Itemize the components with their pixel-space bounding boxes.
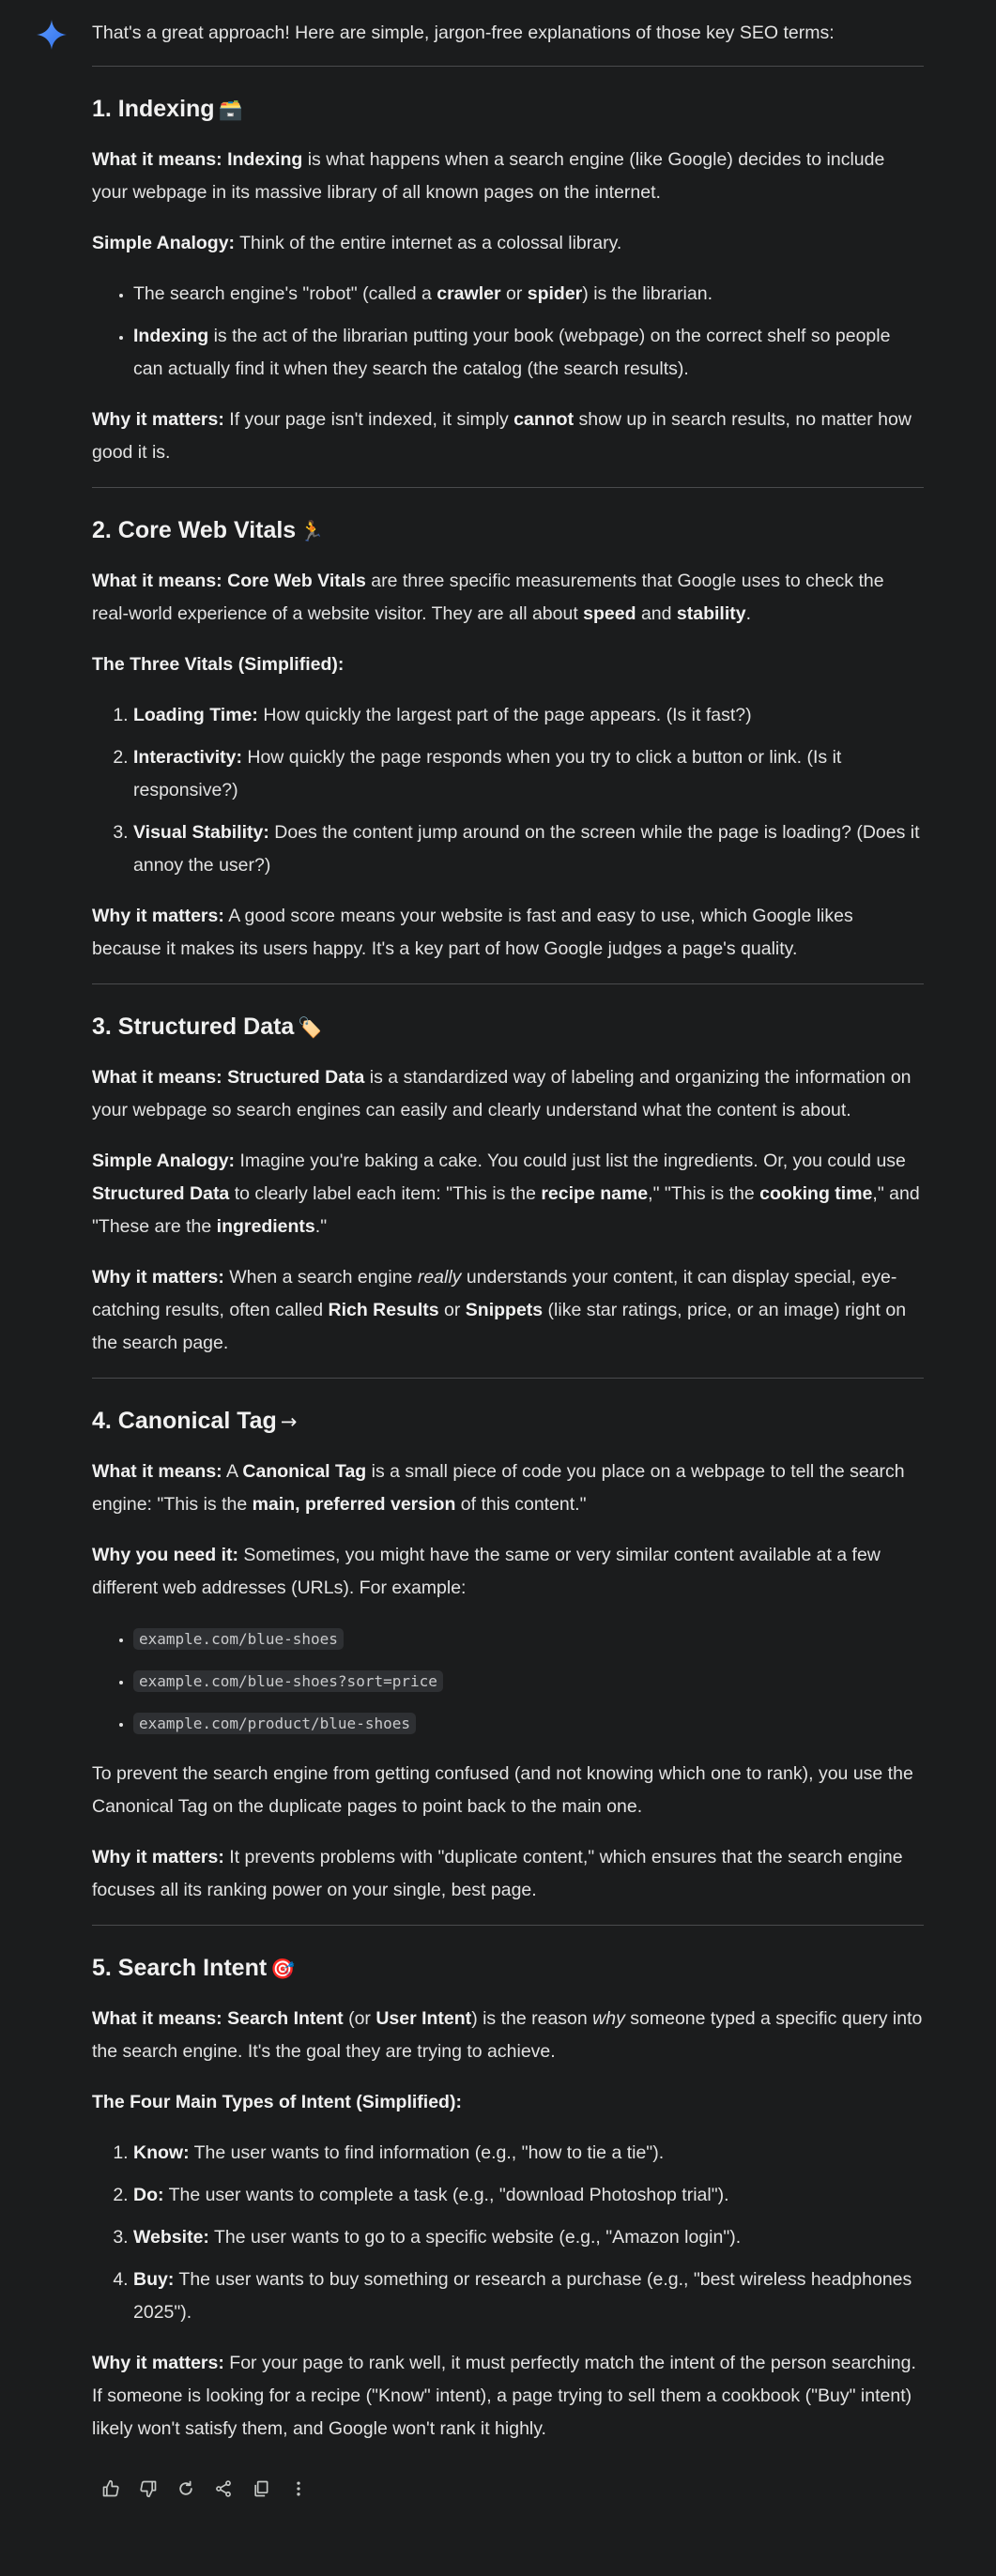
divider xyxy=(92,1925,924,1926)
copy-button[interactable] xyxy=(242,2470,280,2507)
target-icon: 🎯 xyxy=(270,1958,296,1980)
section-title: 3. Structured Data 🏷️ xyxy=(92,1014,323,1040)
gemini-sparkle-icon xyxy=(36,19,68,51)
copy-icon xyxy=(252,2479,270,2498)
list-item xyxy=(133,1707,924,1740)
right-arrow-icon: → xyxy=(280,1410,298,1433)
simple-analogy: Simple Analogy: Think of the entire internet as a colossal library. xyxy=(92,233,622,253)
more-vert-icon xyxy=(289,2479,308,2498)
what-it-means: What it means: Search Intent (or User Intent) is the reason why someone typed a specific query into the search engine. It's the goal they are trying to achieve. xyxy=(92,2008,923,2062)
response-actions xyxy=(92,2470,924,2507)
why-it-matters: Why it matters: A good score means your website is fast and easy to use, which Google likes because it makes its users happy. It's a key part of how Google judges a page's quality. xyxy=(92,906,853,959)
url-code: example.com/product/blue-shoes xyxy=(133,1713,416,1734)
why-it-matters: Why it matters: It prevents problems with "duplicate content," which ensures that the search engine focuses all its ranking power on your single, best page. xyxy=(92,1847,903,1900)
divider xyxy=(92,487,924,488)
section-title: 4. Canonical Tag → xyxy=(92,1408,298,1434)
list-item xyxy=(133,1623,924,1655)
section-search-intent xyxy=(92,1952,924,2446)
list-item: 1. Know: The user wants to find information (e.g., "how to tie a tie"). xyxy=(133,2137,924,2170)
thumbs-up-button[interactable] xyxy=(92,2470,130,2507)
divider xyxy=(92,983,924,984)
section-title: 5. Search Intent 🎯 xyxy=(92,1955,296,1981)
thumbs-up-icon xyxy=(101,2479,120,2498)
section-title: 1. Indexing 🗃️ xyxy=(92,96,243,122)
vitals-list xyxy=(92,699,924,882)
analogy-list xyxy=(92,278,924,386)
intro-text: That's a great approach! Here are simple, jargon-free explanations of those key SEO terms: xyxy=(92,23,835,43)
assistant-response xyxy=(92,17,924,2507)
list-title: The Four Main Types of Intent (Simplified): xyxy=(92,2092,462,2112)
file-cabinet-icon: 🗃️ xyxy=(218,99,243,121)
url-list xyxy=(92,1623,924,1740)
section-structured-data xyxy=(92,1011,924,1360)
list-item: • The search engine's "robot" (called a crawler or spider) is the librarian. xyxy=(133,278,924,311)
section-title: 2. Core Web Vitals 🏃 xyxy=(92,517,325,543)
prevent-text: To prevent the search engine from getting confused (and not knowing which one to rank), you use the Canonical Tag on the duplicate pages to point back to the main one. xyxy=(92,1763,913,1817)
thumbs-down-button[interactable] xyxy=(130,2470,167,2507)
refresh-icon xyxy=(176,2479,195,2498)
list-item xyxy=(133,1665,924,1698)
thumbs-down-icon xyxy=(139,2479,158,2498)
more-options-button[interactable] xyxy=(280,2470,317,2507)
what-it-means: What it means: Indexing is what happens when a search engine (like Google) decides to include your webpage in its massive library of all known pages on the internet. xyxy=(92,149,885,203)
list-item: 2. Do: The user wants to complete a task (e.g., "download Photoshop trial"). xyxy=(133,2179,924,2212)
simple-analogy: Simple Analogy: Imagine you're baking a cake. You could just list the ingredients. Or, you could use Structured Data to clearly label each item: "This is the recipe name," "This is the cooking time," and "These are the ingredients." xyxy=(92,1151,920,1237)
share-button[interactable] xyxy=(205,2470,242,2507)
section-core-web-vitals xyxy=(92,514,924,966)
list-item: 4. Buy: The user wants to buy something or research a purchase (e.g., "best wireless headphones 2025"). xyxy=(133,2264,924,2329)
why-it-matters: Why it matters: When a search engine really understands your content, it can display special, eye-catching results, often called Rich Results or Snippets (like star ratings, price, or an image) right on the search page. xyxy=(92,1267,907,1353)
section-indexing xyxy=(92,93,924,469)
url-code: example.com/blue-shoes xyxy=(133,1628,344,1650)
list-item: 1. Loading Time: How quickly the largest part of the page appears. (Is it fast?) xyxy=(133,699,924,732)
label-tag-icon: 🏷️ xyxy=(298,1016,323,1039)
what-it-means: What it means: A Canonical Tag is a small piece of code you place on a webpage to tell the search engine: "This is the main, preferred version of this content." xyxy=(92,1461,905,1515)
what-it-means: What it means: Core Web Vitals are three specific measurements that Google uses to check the real-world experience of a website visitor. They are all about speed and stability. xyxy=(92,571,884,624)
why-it-matters: Why it matters: For your page to rank well, it must perfectly match the intent of the person searching. If someone is looking for a recipe ("Know" intent), a page trying to sell them a cookbook ("Buy" intent) likely won't satisfy them, and Google won't rank it highly. xyxy=(92,2353,916,2439)
list-item: 3. Visual Stability: Does the content jump around on the screen while the page is loading? (Does it annoy the user?) xyxy=(133,816,924,882)
list-item: 3. Website: The user wants to go to a specific website (e.g., "Amazon login"). xyxy=(133,2221,924,2254)
list-item: 2. Interactivity: How quickly the page responds when you try to click a button or link. (Is it responsive?) xyxy=(133,741,924,807)
list-title: The Three Vitals (Simplified): xyxy=(92,654,345,675)
section-canonical-tag xyxy=(92,1405,924,1907)
url-code: example.com/blue-shoes?sort=price xyxy=(133,1670,443,1692)
share-icon xyxy=(214,2479,233,2498)
intent-list xyxy=(92,2137,924,2329)
divider xyxy=(92,1378,924,1379)
runner-icon: 🏃 xyxy=(299,520,325,542)
list-item: • Indexing is the act of the librarian putting your book (webpage) on the correct shelf so people can actually find it when they search the catalog (the search results). xyxy=(133,320,924,386)
why-it-matters: Why it matters: If your page isn't indexed, it simply cannot show up in search results, no matter how good it is. xyxy=(92,409,912,463)
regenerate-button[interactable] xyxy=(167,2470,205,2507)
divider xyxy=(92,66,924,67)
what-it-means: What it means: Structured Data is a standardized way of labeling and organizing the information on your webpage so search engines can easily and clearly understand what the content is about. xyxy=(92,1067,912,1120)
why-you-need-it: Why you need it: Sometimes, you might have the same or very similar content available at a few different web addresses (URLs). For example: xyxy=(92,1545,881,1598)
